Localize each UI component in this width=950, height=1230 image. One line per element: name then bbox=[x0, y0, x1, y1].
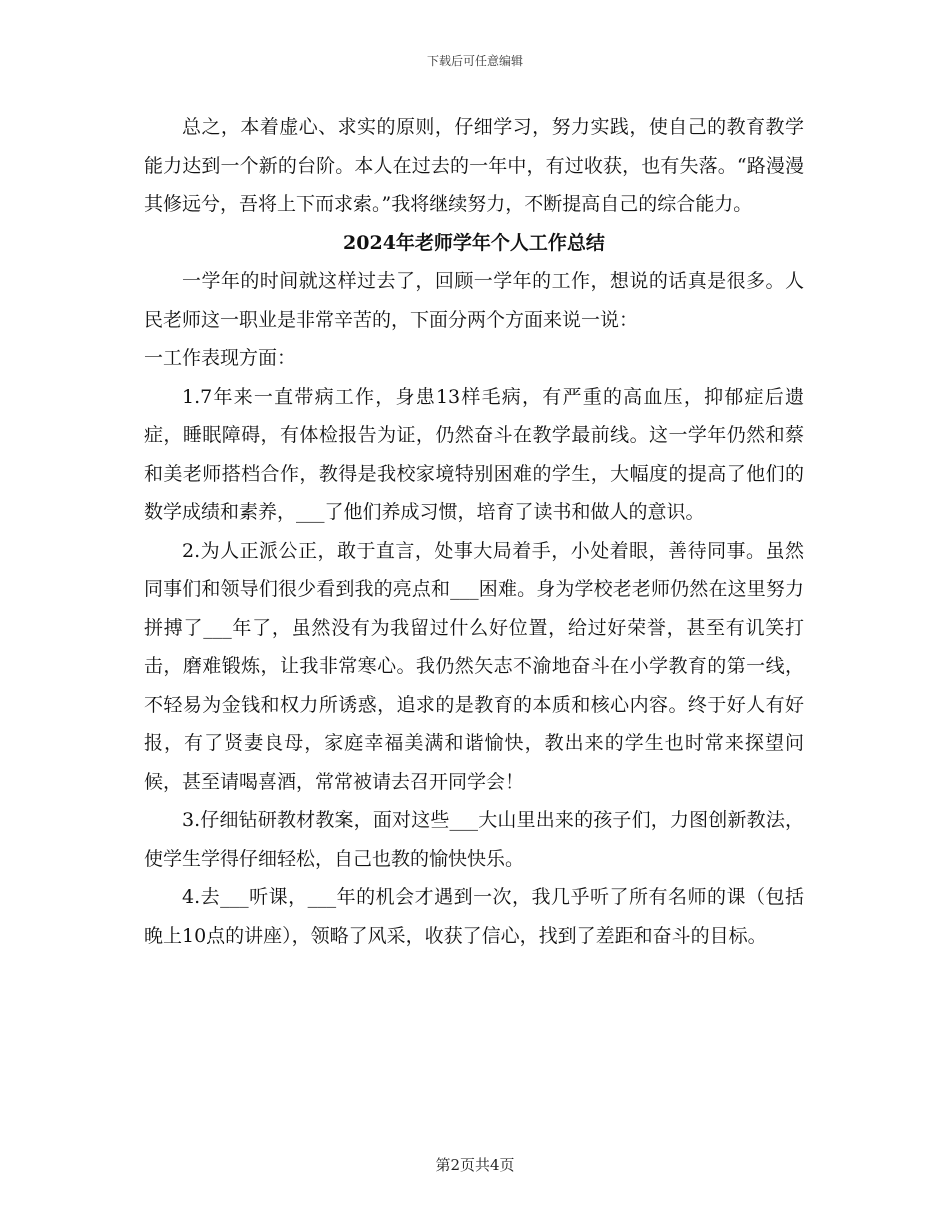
paragraph-item-4: 4.去___听课，___年的机会才遇到一次，我几乎听了所有名师的课（包括晚上10点的讲座），领略了风采，收获了信心，找到了差距和奋斗的目标。 bbox=[144, 886, 804, 947]
paragraph-conclusion: 总之，本着虚心、求实的原则，仔细学习，努力实践，使自己的教育教学能力达到一个新的台阶。本人在过去的一年中，有过收获，也有失落。“路漫漫其修远兮，吾将上下而求索。”我将继续努力，不断提高自己的综合能力。 bbox=[144, 116, 804, 215]
document-title: 2024年老师学年个人工作总结 bbox=[343, 231, 605, 254]
paragraph-item-1: 1.7年来一直带病工作，身患13样毛病，有严重的高血压，抑郁症后遗症，睡眠障碍，有体检报告为证，仍然奋斗在教学最前线。这一学年仍然和蔡和美老师搭档合作，教得是我校家境特别困难的学生，大幅度的提高了他们的数学成绩和素养，___了他们养成习惯，培育了读书和做人的意识。 bbox=[144, 385, 804, 523]
page-number: 第2页共4页 bbox=[435, 1156, 515, 1174]
page-header-note: 下载后可任意编辑 bbox=[426, 54, 523, 68]
section-heading: 一工作表现方面： bbox=[144, 347, 297, 369]
paragraph-item-3: 3.仔细钻研教材教案，面对这些___大山里出来的孩子们，力图创新教法，使学生学得仔细轻松，自己也教的愉快快乐。 bbox=[144, 809, 804, 870]
paragraph-item-2: 2.为人正派公正，敢于直言，处事大局着手，小处着眼，善待同事。虽然同事们和领导们很少看到我的亮点和___困难。身为学校老老师仍然在这里努力拼搏了___年了，虽然没有为我留过什么好位置，给过好荣誉，甚至有讥笑打击，磨难锻炼，让我非常寒心。我仍然矢志不渝地奋斗在小学教育的第一线，不轻易为金钱和权力所诱惑，追求的是教育的本质和核心内容。终于好人有好报，有了贤妻良母，家庭幸福美满和谐愉快，教出来的学生也时常来探望问候，甚至请喝喜酒，常常被请去召开同学会！ bbox=[144, 539, 804, 793]
document-body bbox=[144, 108, 804, 955]
paragraph-intro: 一学年的时间就这样过去了，回顾一学年的工作，想说的话真是很多。人民老师这一职业是非常辛苦的，下面分两个方面来说一说： bbox=[144, 270, 804, 331]
